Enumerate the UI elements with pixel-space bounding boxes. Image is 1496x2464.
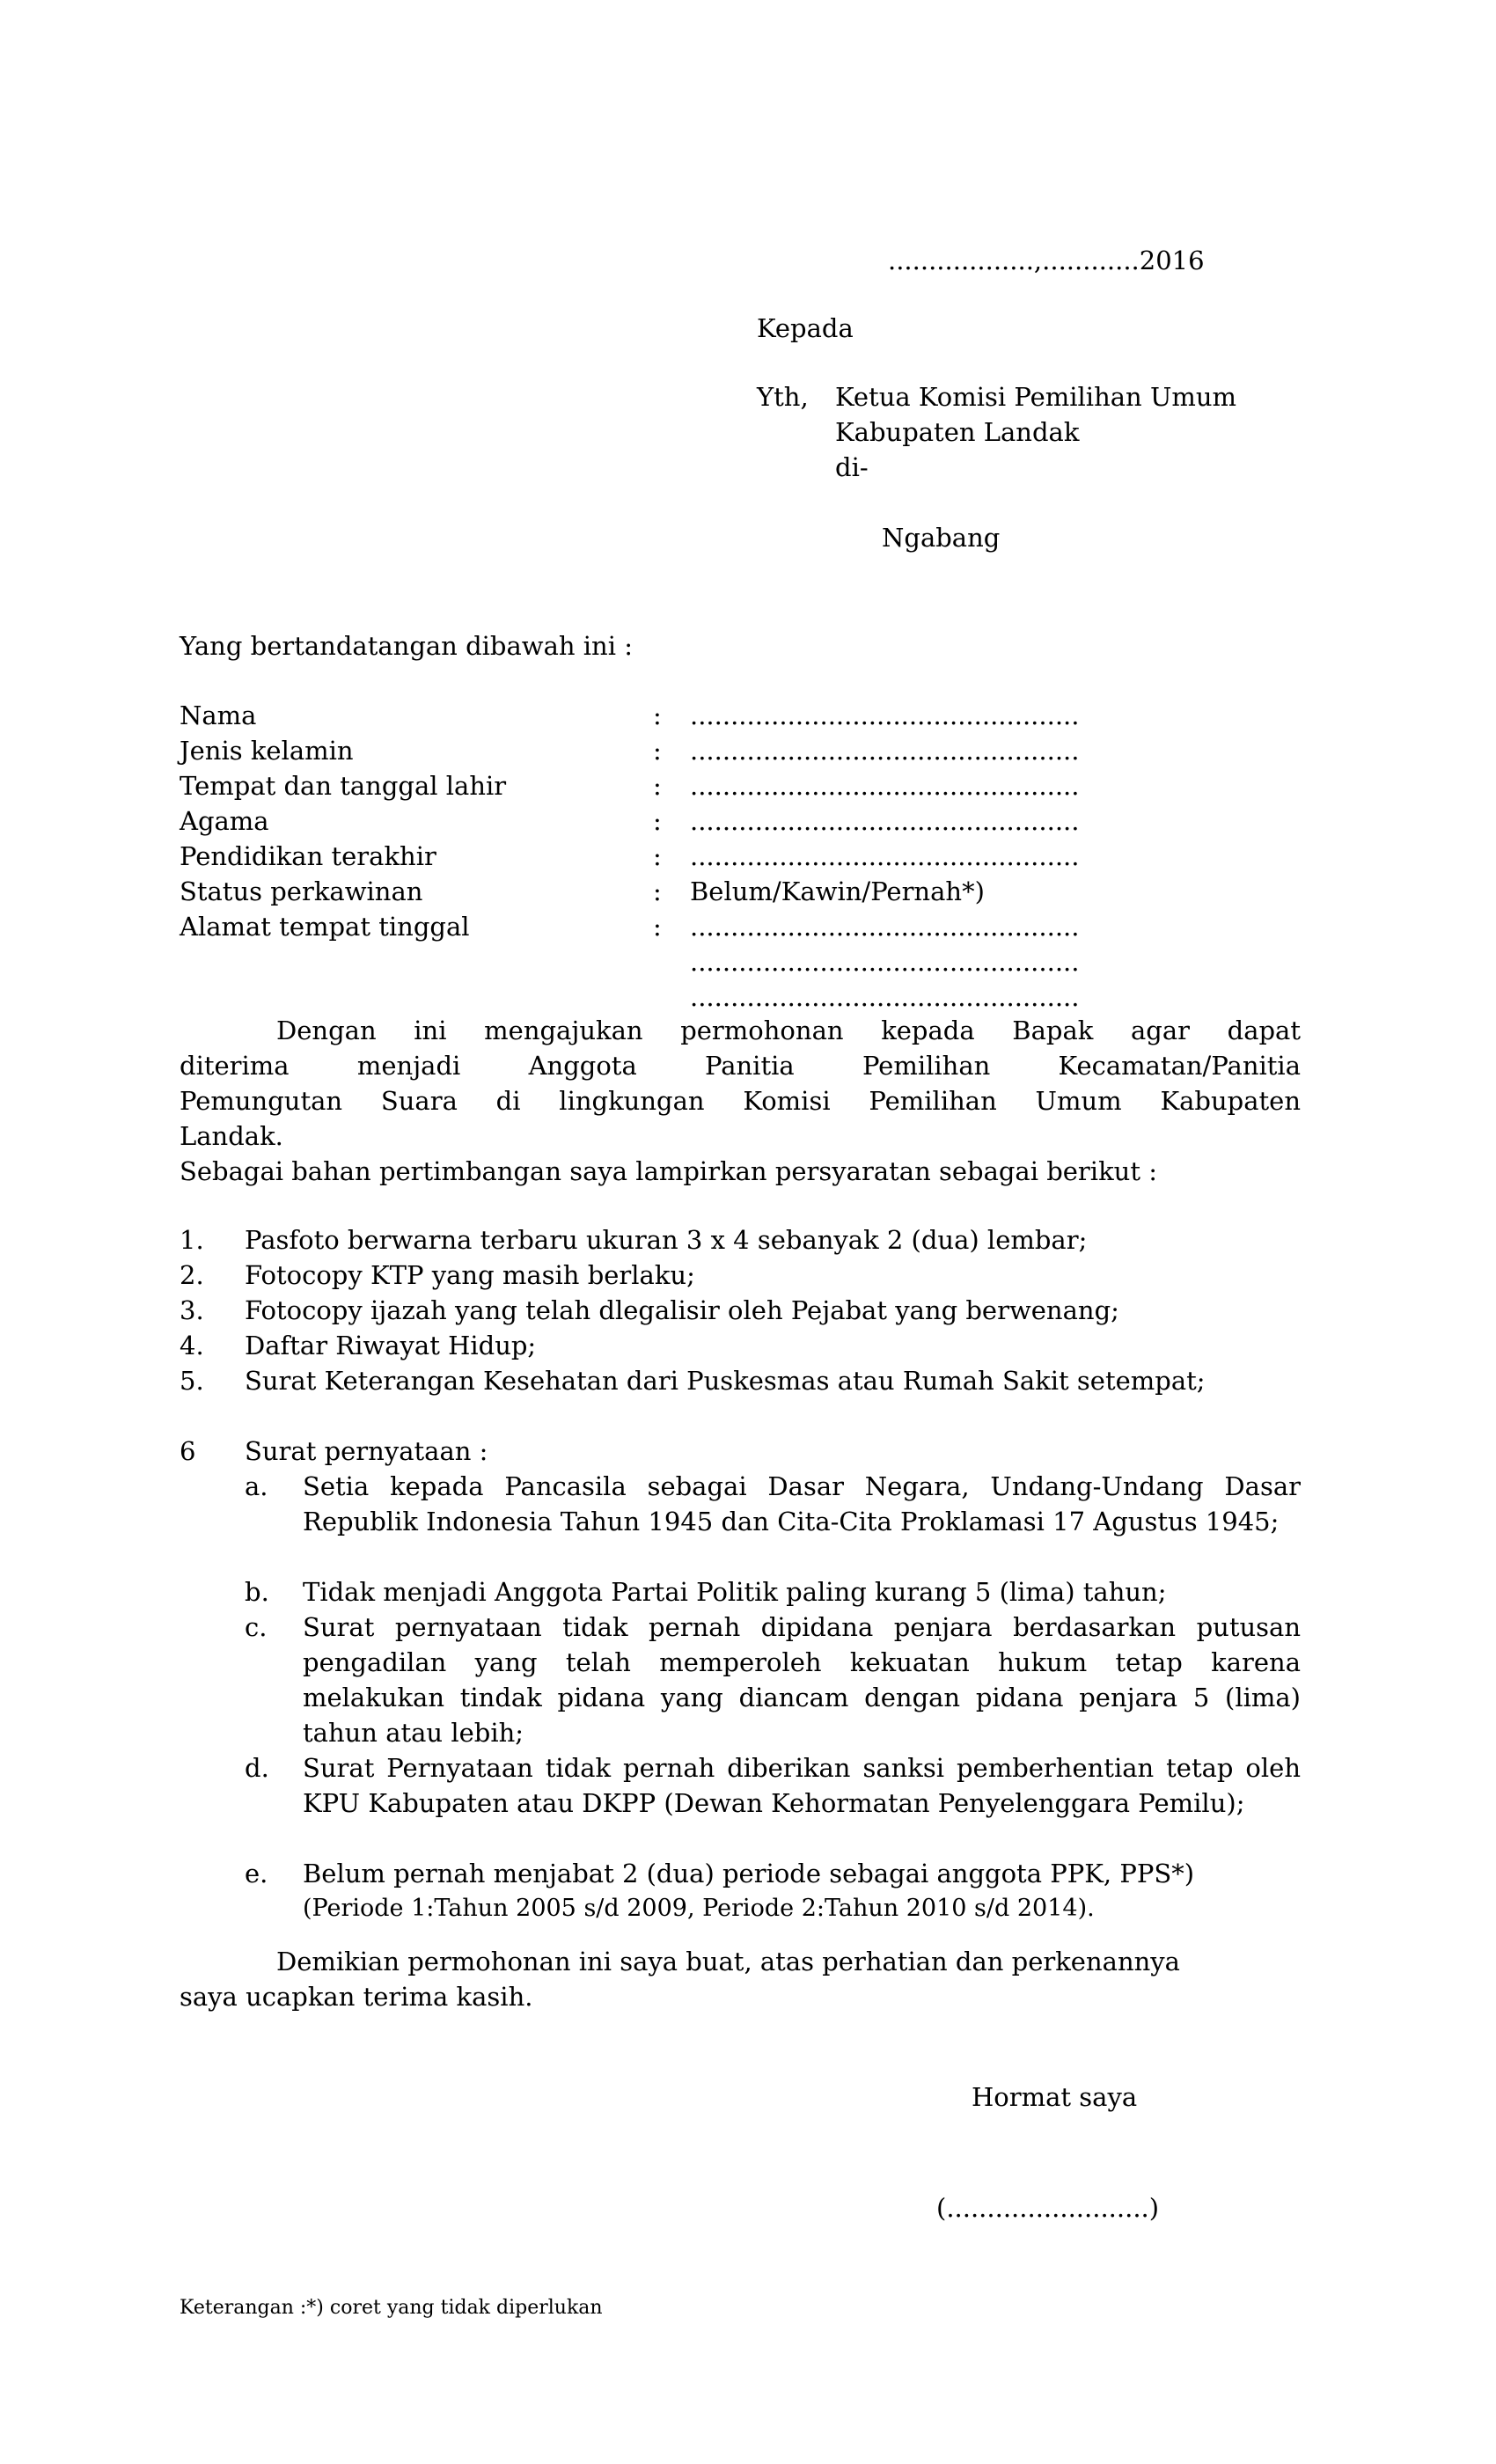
list-item: [180, 1363, 1301, 1398]
kepada-label: Kepada: [757, 313, 854, 343]
form-row-alamat-extra-1: [180, 944, 1165, 979]
form-value-field[interactable]: ................................................: [690, 982, 1080, 1012]
list-text: Pasfoto berwarna terbaru ukuran 3 x 4 sebanyak 2 (dua) lembar;: [245, 1225, 1088, 1255]
recipient-line-3: di-: [835, 452, 869, 482]
salutation: Hormat saya: [972, 2082, 1138, 2112]
sub-list-item: [245, 1856, 1301, 1926]
sub-list-text: Surat pernyataan tidak pernah dipidana penjara berdasarkan putusan pengadilan yang telah memperoleh kekuatan hukum tetap karena melakukan tindak pidana yang diancam dengan pidana penjara 5 (lima) tahun atau lebih;: [303, 1612, 1301, 1748]
list-text: Daftar Riwayat Hidup;: [245, 1331, 537, 1360]
sub-list-item: [245, 1574, 1301, 1610]
attachment-intro: Sebagai bahan pertimbangan saya lampirkan persyaratan sebagai berikut :: [180, 1156, 1157, 1186]
paragraph-line: Dengan ini mengajukan permohonan kepada Bapak agar dapat: [276, 1016, 1301, 1045]
form-value-field[interactable]: ................................................: [690, 947, 1080, 977]
closing-line-1: Demikian permohonan ini saya buat, atas perhatian dan perkenannya: [276, 1947, 1180, 1976]
sub-list-text: Setia kepada Pancasila sebagai Dasar Negara, Undang-Undang Dasar Republik Indonesia Tahun 1945 dan Cita-Cita Proklamasi 17 Agustus 1945;: [303, 1471, 1301, 1536]
form-row-alamat-extra-2: [180, 979, 1165, 1015]
paragraph-line: diterima menjadi Anggota Panitia Pemilihan Kecamatan/Panitia: [180, 1051, 1301, 1081]
place-name: Ngabang: [882, 523, 1001, 553]
sub-list-letter: c.: [245, 1612, 268, 1642]
sub-list-letter: a.: [245, 1471, 268, 1501]
form-colon: :: [653, 700, 662, 730]
form-row-alamat: [180, 909, 1165, 944]
paragraph-line: Landak.: [180, 1121, 283, 1151]
footnote: Keterangan :*) coret yang tidak diperlukan: [180, 2297, 603, 2319]
recipient-line-2: Kabupaten Landak: [835, 417, 1080, 447]
form-colon: :: [653, 841, 662, 871]
form-value-field[interactable]: Belum/Kawin/Pernah*): [690, 876, 985, 906]
list-text: Fotocopy ijazah yang telah dlegalisir oleh Pejabat yang berwenang;: [245, 1295, 1119, 1325]
sub-list-text: Surat Pernyataan tidak pernah diberikan sanksi pemberhentian tetap oleh KPU Kabupaten atau DKPP (Dewan Kehormatan Penyelenggara Pemilu);: [303, 1753, 1301, 1818]
form-row-tempat-tanggal-lahir: [180, 768, 1165, 803]
form-colon: :: [653, 806, 662, 836]
list-number: 2.: [180, 1260, 204, 1290]
list-text: Fotocopy KTP yang masih berlaku;: [245, 1260, 695, 1290]
date-line: ..................,............2016: [888, 246, 1205, 275]
form-label: Pendidikan terakhir: [180, 841, 436, 871]
sub-list-letter: e.: [245, 1859, 268, 1888]
list-item: [180, 1293, 1301, 1328]
form-colon: :: [653, 876, 662, 906]
form-colon: :: [653, 736, 662, 766]
form-label: Tempat dan tanggal lahir: [180, 771, 507, 801]
list-number: 5.: [180, 1366, 204, 1396]
closing-line-2: saya ucapkan terima kasih.: [180, 1982, 533, 2012]
sub-list-item: [245, 1750, 1301, 1821]
form-label: Nama: [180, 700, 257, 730]
sub-list-text-periods: (Periode 1:Tahun 2005 s/d 2009, Periode 2:Tahun 2010 s/d 2014).: [303, 1895, 1095, 1922]
form-label: Agama: [180, 806, 269, 836]
form-row-agama: [180, 803, 1165, 839]
list-text: Surat pernyataan :: [245, 1436, 488, 1466]
list-item: [180, 1328, 1301, 1363]
form-row-status-perkawinan: [180, 874, 1165, 909]
sub-list-item: [245, 1469, 1301, 1539]
list-number: 1.: [180, 1225, 204, 1255]
intro-text: Yang bertandatangan dibawah ini :: [180, 631, 633, 661]
sub-list-letter: b.: [245, 1577, 269, 1607]
list-item: [180, 1434, 1301, 1469]
form-colon: :: [653, 912, 662, 942]
list-number: 4.: [180, 1331, 204, 1360]
form-row-pendidikan: [180, 839, 1165, 874]
form-value-field[interactable]: ................................................: [690, 771, 1080, 801]
form-colon: :: [653, 771, 662, 801]
sub-list-text: Tidak menjadi Anggota Partai Politik paling kurang 5 (lima) tahun;: [303, 1577, 1167, 1607]
form-value-field[interactable]: ................................................: [690, 841, 1080, 871]
form-row-nama: [180, 698, 1165, 733]
form-value-field[interactable]: ................................................: [690, 806, 1080, 836]
signature-line[interactable]: (.........................): [936, 2193, 1160, 2223]
form-label: Status perkawinan: [180, 876, 423, 906]
list-number: 6: [180, 1436, 196, 1466]
list-item: [180, 1222, 1301, 1258]
recipient-line-1: Ketua Komisi Pemilihan Umum: [835, 382, 1237, 412]
form-value-field[interactable]: ................................................: [690, 736, 1080, 766]
sub-list-item: [245, 1610, 1301, 1750]
list-text: Surat Keterangan Kesehatan dari Puskesmas atau Rumah Sakit setempat;: [245, 1366, 1206, 1396]
form-label: Jenis kelamin: [180, 736, 354, 766]
paragraph-line: Pemungutan Suara di lingkungan Komisi Pemilihan Umum Kabupaten: [180, 1086, 1301, 1116]
form-label: Alamat tempat tinggal: [180, 912, 470, 942]
form-row-jenis-kelamin: [180, 733, 1165, 768]
list-number: 3.: [180, 1295, 204, 1325]
sub-list-text: Belum pernah menjabat 2 (dua) periode sebagai anggota PPK, PPS*): [303, 1859, 1195, 1888]
sub-list-letter: d.: [245, 1753, 269, 1783]
form-value-field[interactable]: ................................................: [690, 700, 1080, 730]
list-item: [180, 1258, 1301, 1293]
form-value-field[interactable]: ................................................: [690, 912, 1080, 942]
yth-label: Yth,: [757, 382, 809, 412]
